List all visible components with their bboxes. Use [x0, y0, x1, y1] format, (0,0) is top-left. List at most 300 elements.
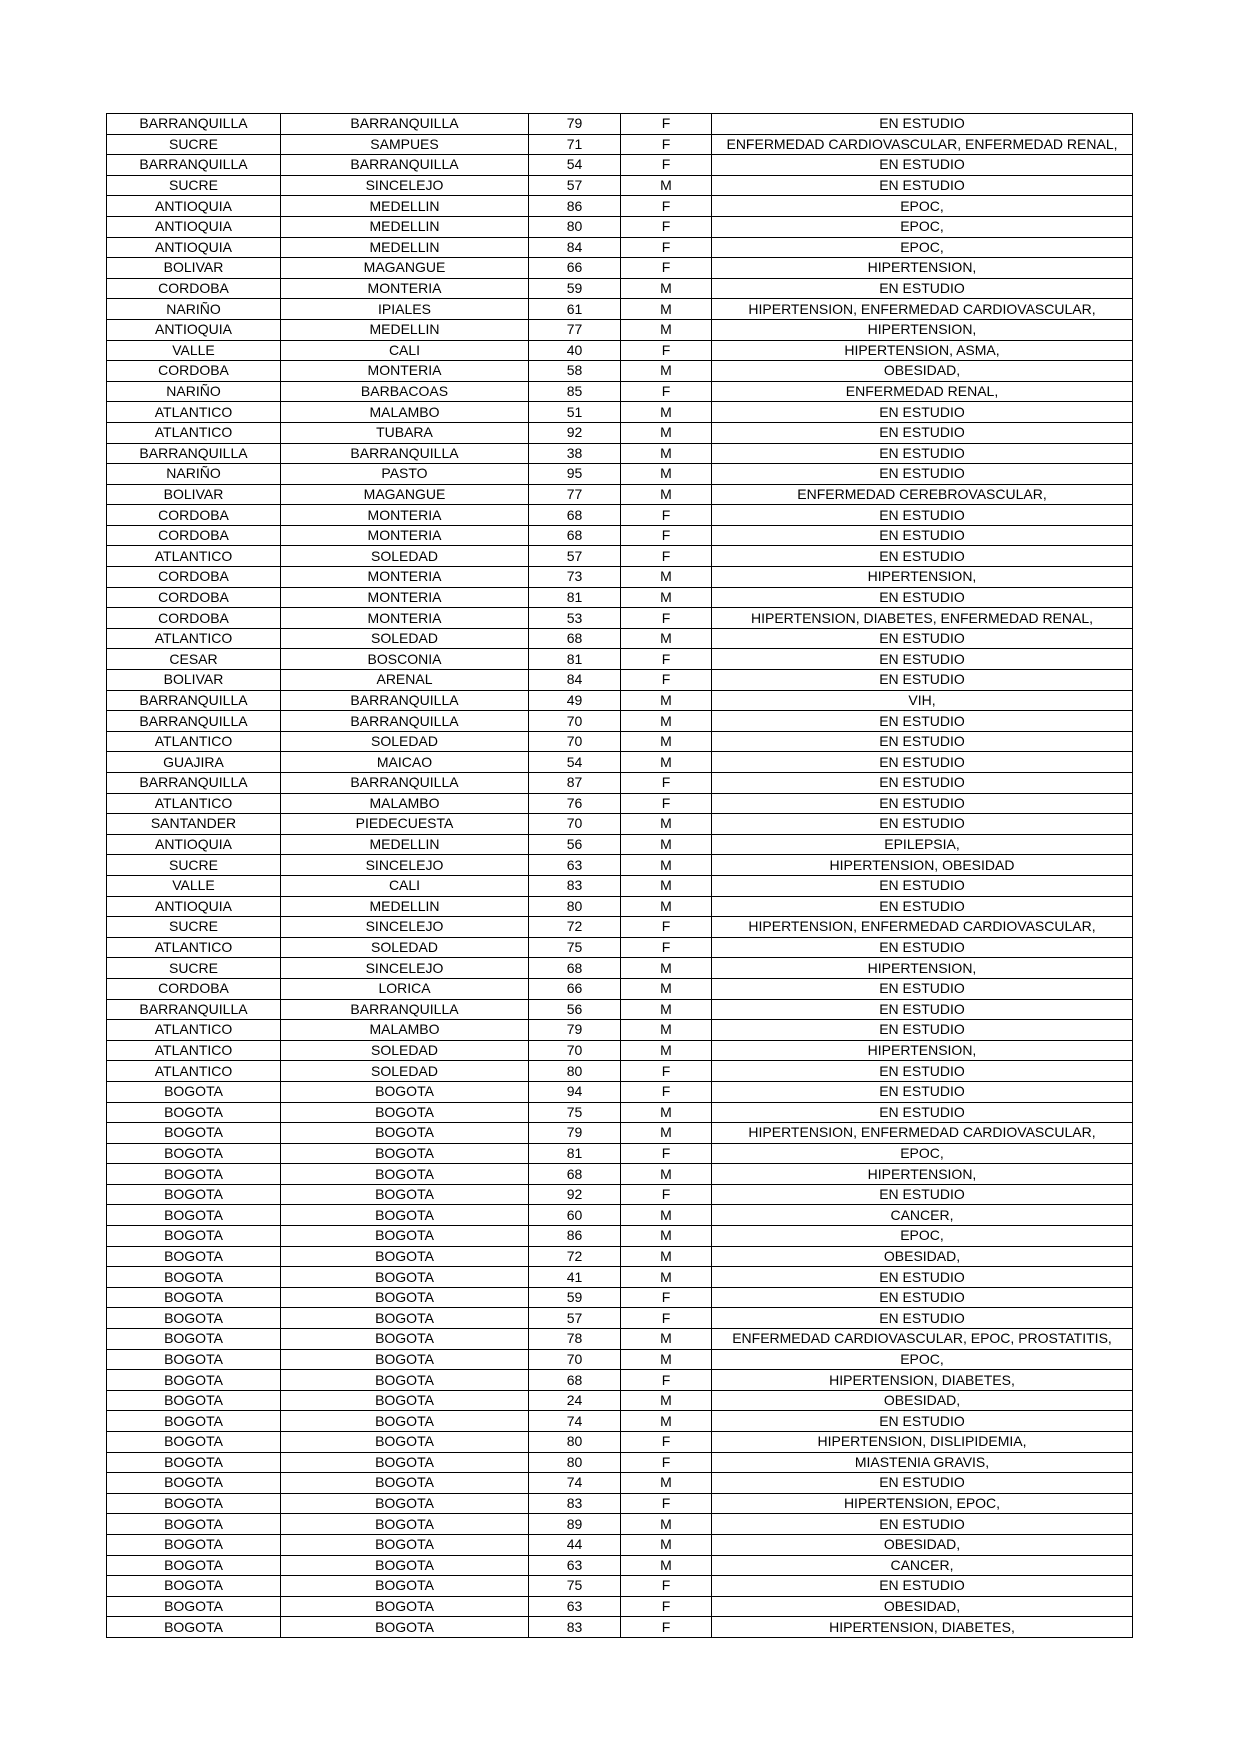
age-cell: 53 — [529, 608, 621, 629]
table-row — [107, 752, 1133, 773]
condition-cell: OBESIDAD, — [712, 1534, 1133, 1555]
municipality-cell: MONTERIA — [281, 525, 529, 546]
department-cell: BOGOTA — [107, 1370, 281, 1391]
sex-cell: F — [621, 381, 712, 402]
table-row — [107, 917, 1133, 938]
sex-cell: M — [621, 731, 712, 752]
municipality-cell: BARRANQUILLA — [281, 999, 529, 1020]
condition-cell: EN ESTUDIO — [712, 711, 1133, 732]
department-cell: ATLANTICO — [107, 937, 281, 958]
age-cell: 68 — [529, 958, 621, 979]
municipality-cell: MEDELLIN — [281, 237, 529, 258]
municipality-cell: ARENAL — [281, 670, 529, 691]
table-row — [107, 1617, 1133, 1638]
department-cell: SUCRE — [107, 917, 281, 938]
condition-cell: EN ESTUDIO — [712, 155, 1133, 176]
department-cell: BARRANQUILLA — [107, 443, 281, 464]
department-cell: BARRANQUILLA — [107, 773, 281, 794]
sex-cell: F — [621, 134, 712, 155]
sex-cell: M — [621, 628, 712, 649]
municipality-cell: MEDELLIN — [281, 834, 529, 855]
age-cell: 70 — [529, 1040, 621, 1061]
department-cell: ATLANTICO — [107, 731, 281, 752]
condition-cell: EN ESTUDIO — [712, 1081, 1133, 1102]
table-row — [107, 299, 1133, 320]
condition-cell: ENFERMEDAD RENAL, — [712, 381, 1133, 402]
table-row — [107, 1205, 1133, 1226]
sex-cell: F — [621, 1184, 712, 1205]
table-row — [107, 1411, 1133, 1432]
sex-cell: F — [621, 155, 712, 176]
department-cell: BOGOTA — [107, 1473, 281, 1494]
department-cell: BOGOTA — [107, 1226, 281, 1247]
age-cell: 57 — [529, 1308, 621, 1329]
condition-cell: EN ESTUDIO — [712, 1102, 1133, 1123]
condition-cell: OBESIDAD, — [712, 361, 1133, 382]
age-cell: 74 — [529, 1411, 621, 1432]
age-cell: 77 — [529, 319, 621, 340]
condition-cell: EN ESTUDIO — [712, 1308, 1133, 1329]
municipality-cell: BARRANQUILLA — [281, 443, 529, 464]
sex-cell: F — [621, 505, 712, 526]
municipality-cell: BARRANQUILLA — [281, 155, 529, 176]
department-cell: NARIÑO — [107, 464, 281, 485]
table-row — [107, 1576, 1133, 1597]
department-cell: ATLANTICO — [107, 546, 281, 567]
condition-cell: EN ESTUDIO — [712, 175, 1133, 196]
municipality-cell: BARRANQUILLA — [281, 773, 529, 794]
municipality-cell: BOGOTA — [281, 1349, 529, 1370]
department-cell: CESAR — [107, 649, 281, 670]
age-cell: 83 — [529, 875, 621, 896]
department-cell: BOGOTA — [107, 1349, 281, 1370]
municipality-cell: CALI — [281, 875, 529, 896]
table-row — [107, 134, 1133, 155]
age-cell: 70 — [529, 731, 621, 752]
department-cell: NARIÑO — [107, 299, 281, 320]
age-cell: 84 — [529, 670, 621, 691]
municipality-cell: BOGOTA — [281, 1452, 529, 1473]
department-cell: GUAJIRA — [107, 752, 281, 773]
age-cell: 75 — [529, 1102, 621, 1123]
age-cell: 86 — [529, 1226, 621, 1247]
department-cell: BOGOTA — [107, 1329, 281, 1350]
department-cell: BOGOTA — [107, 1102, 281, 1123]
condition-cell: HIPERTENSION, EPOC, — [712, 1493, 1133, 1514]
age-cell: 83 — [529, 1493, 621, 1514]
age-cell: 54 — [529, 155, 621, 176]
age-cell: 68 — [529, 505, 621, 526]
condition-cell: HIPERTENSION, DIABETES, — [712, 1617, 1133, 1638]
table-row — [107, 896, 1133, 917]
age-cell: 79 — [529, 1123, 621, 1144]
department-cell: CORDOBA — [107, 567, 281, 588]
age-cell: 59 — [529, 278, 621, 299]
municipality-cell: MAICAO — [281, 752, 529, 773]
table-row — [107, 381, 1133, 402]
department-cell: ANTIOQUIA — [107, 896, 281, 917]
condition-cell: EN ESTUDIO — [712, 546, 1133, 567]
table-row — [107, 731, 1133, 752]
table-row — [107, 525, 1133, 546]
table-row — [107, 1102, 1133, 1123]
municipality-cell: BOGOTA — [281, 1576, 529, 1597]
sex-cell: F — [621, 1308, 712, 1329]
age-cell: 73 — [529, 567, 621, 588]
table-row — [107, 608, 1133, 629]
department-cell: BOGOTA — [107, 1432, 281, 1453]
sex-cell: M — [621, 443, 712, 464]
age-cell: 70 — [529, 1349, 621, 1370]
department-cell: SUCRE — [107, 175, 281, 196]
condition-cell: VIH, — [712, 690, 1133, 711]
department-cell: BOGOTA — [107, 1534, 281, 1555]
condition-cell: EPOC, — [712, 1143, 1133, 1164]
cases-table — [106, 113, 1133, 1638]
department-cell: BARRANQUILLA — [107, 155, 281, 176]
condition-cell: EN ESTUDIO — [712, 505, 1133, 526]
municipality-cell: MONTERIA — [281, 608, 529, 629]
municipality-cell: BOGOTA — [281, 1596, 529, 1617]
condition-cell: CANCER, — [712, 1555, 1133, 1576]
sex-cell: M — [621, 752, 712, 773]
sex-cell: M — [621, 1020, 712, 1041]
condition-cell: HIPERTENSION, — [712, 567, 1133, 588]
table-body — [107, 114, 1133, 1638]
sex-cell: F — [621, 546, 712, 567]
municipality-cell: BOGOTA — [281, 1164, 529, 1185]
table-row — [107, 978, 1133, 999]
municipality-cell: BOGOTA — [281, 1534, 529, 1555]
condition-cell: OBESIDAD, — [712, 1390, 1133, 1411]
sex-cell: M — [621, 855, 712, 876]
table-row — [107, 628, 1133, 649]
sex-cell: M — [621, 484, 712, 505]
sex-cell: M — [621, 1102, 712, 1123]
sex-cell: F — [621, 1081, 712, 1102]
table-row — [107, 1143, 1133, 1164]
table-row — [107, 1432, 1133, 1453]
department-cell: ATLANTICO — [107, 1040, 281, 1061]
table-row — [107, 1390, 1133, 1411]
condition-cell: EN ESTUDIO — [712, 422, 1133, 443]
department-cell: BOGOTA — [107, 1576, 281, 1597]
sex-cell: M — [621, 1164, 712, 1185]
table-row — [107, 422, 1133, 443]
condition-cell: CANCER, — [712, 1205, 1133, 1226]
municipality-cell: MALAMBO — [281, 402, 529, 423]
municipality-cell: CALI — [281, 340, 529, 361]
condition-cell: EN ESTUDIO — [712, 443, 1133, 464]
sex-cell: M — [621, 814, 712, 835]
department-cell: ANTIOQUIA — [107, 834, 281, 855]
age-cell: 44 — [529, 1534, 621, 1555]
age-cell: 78 — [529, 1329, 621, 1350]
table-row — [107, 670, 1133, 691]
condition-cell: ENFERMEDAD CARDIOVASCULAR, EPOC, PROSTATITIS, — [712, 1329, 1133, 1350]
age-cell: 89 — [529, 1514, 621, 1535]
age-cell: 80 — [529, 896, 621, 917]
sex-cell: M — [621, 422, 712, 443]
condition-cell: HIPERTENSION, DIABETES, — [712, 1370, 1133, 1391]
municipality-cell: BARRANQUILLA — [281, 690, 529, 711]
condition-cell: HIPERTENSION, — [712, 1040, 1133, 1061]
table-row — [107, 1081, 1133, 1102]
municipality-cell: MAGANGUE — [281, 484, 529, 505]
table-row — [107, 258, 1133, 279]
table-row — [107, 958, 1133, 979]
sex-cell: M — [621, 464, 712, 485]
municipality-cell: BOGOTA — [281, 1102, 529, 1123]
department-cell: BOLIVAR — [107, 484, 281, 505]
municipality-cell: BOGOTA — [281, 1308, 529, 1329]
municipality-cell: BARRANQUILLA — [281, 711, 529, 732]
table-row — [107, 505, 1133, 526]
age-cell: 81 — [529, 587, 621, 608]
condition-cell: EN ESTUDIO — [712, 587, 1133, 608]
age-cell: 72 — [529, 917, 621, 938]
age-cell: 57 — [529, 546, 621, 567]
sex-cell: F — [621, 1287, 712, 1308]
table-row — [107, 1061, 1133, 1082]
sex-cell: M — [621, 1040, 712, 1061]
sex-cell: M — [621, 299, 712, 320]
condition-cell: OBESIDAD, — [712, 1246, 1133, 1267]
department-cell: BARRANQUILLA — [107, 690, 281, 711]
age-cell: 68 — [529, 1370, 621, 1391]
condition-cell: EN ESTUDIO — [712, 628, 1133, 649]
condition-cell: ENFERMEDAD CEREBROVASCULAR, — [712, 484, 1133, 505]
sex-cell: M — [621, 1390, 712, 1411]
age-cell: 79 — [529, 114, 621, 135]
age-cell: 81 — [529, 1143, 621, 1164]
age-cell: 95 — [529, 464, 621, 485]
table-row — [107, 1184, 1133, 1205]
department-cell: BOGOTA — [107, 1617, 281, 1638]
department-cell: SUCRE — [107, 958, 281, 979]
age-cell: 63 — [529, 1555, 621, 1576]
age-cell: 79 — [529, 1020, 621, 1041]
age-cell: 60 — [529, 1205, 621, 1226]
municipality-cell: MONTERIA — [281, 505, 529, 526]
sex-cell: F — [621, 216, 712, 237]
age-cell: 68 — [529, 628, 621, 649]
municipality-cell: MONTERIA — [281, 361, 529, 382]
sex-cell: F — [621, 525, 712, 546]
condition-cell: EPOC, — [712, 237, 1133, 258]
department-cell: VALLE — [107, 340, 281, 361]
condition-cell: EN ESTUDIO — [712, 752, 1133, 773]
municipality-cell: MEDELLIN — [281, 196, 529, 217]
condition-cell: HIPERTENSION, ENFERMEDAD CARDIOVASCULAR, — [712, 299, 1133, 320]
table-row — [107, 464, 1133, 485]
sex-cell: M — [621, 875, 712, 896]
municipality-cell: BOGOTA — [281, 1143, 529, 1164]
sex-cell: M — [621, 1473, 712, 1494]
age-cell: 40 — [529, 340, 621, 361]
department-cell: ANTIOQUIA — [107, 196, 281, 217]
age-cell: 57 — [529, 175, 621, 196]
sex-cell: F — [621, 1370, 712, 1391]
municipality-cell: TUBARA — [281, 422, 529, 443]
table-row — [107, 1287, 1133, 1308]
table-row — [107, 196, 1133, 217]
age-cell: 24 — [529, 1390, 621, 1411]
municipality-cell: MONTERIA — [281, 278, 529, 299]
municipality-cell: SOLEDAD — [281, 628, 529, 649]
table-row — [107, 340, 1133, 361]
age-cell: 83 — [529, 1617, 621, 1638]
age-cell: 61 — [529, 299, 621, 320]
age-cell: 71 — [529, 134, 621, 155]
table-row — [107, 690, 1133, 711]
department-cell: ANTIOQUIA — [107, 216, 281, 237]
table-row — [107, 855, 1133, 876]
age-cell: 70 — [529, 711, 621, 732]
department-cell: ANTIOQUIA — [107, 237, 281, 258]
municipality-cell: BOGOTA — [281, 1226, 529, 1247]
sex-cell: F — [621, 1452, 712, 1473]
municipality-cell: BOGOTA — [281, 1205, 529, 1226]
department-cell: ATLANTICO — [107, 793, 281, 814]
department-cell: SUCRE — [107, 855, 281, 876]
sex-cell: M — [621, 896, 712, 917]
municipality-cell: MEDELLIN — [281, 319, 529, 340]
condition-cell: HIPERTENSION, DIABETES, ENFERMEDAD RENAL, — [712, 608, 1133, 629]
sex-cell: F — [621, 937, 712, 958]
municipality-cell: MONTERIA — [281, 587, 529, 608]
sex-cell: F — [621, 649, 712, 670]
age-cell: 66 — [529, 978, 621, 999]
sex-cell: M — [621, 1349, 712, 1370]
sex-cell: M — [621, 1411, 712, 1432]
municipality-cell: SOLEDAD — [281, 546, 529, 567]
age-cell: 66 — [529, 258, 621, 279]
age-cell: 85 — [529, 381, 621, 402]
table-row — [107, 546, 1133, 567]
municipality-cell: BARBACOAS — [281, 381, 529, 402]
municipality-cell: IPIALES — [281, 299, 529, 320]
municipality-cell: BOGOTA — [281, 1246, 529, 1267]
table-row — [107, 237, 1133, 258]
sex-cell: M — [621, 999, 712, 1020]
condition-cell: OBESIDAD, — [712, 1596, 1133, 1617]
department-cell: BARRANQUILLA — [107, 114, 281, 135]
department-cell: BOGOTA — [107, 1452, 281, 1473]
municipality-cell: SOLEDAD — [281, 1040, 529, 1061]
sex-cell: M — [621, 1123, 712, 1144]
sex-cell: M — [621, 1267, 712, 1288]
condition-cell: EN ESTUDIO — [712, 670, 1133, 691]
sex-cell: M — [621, 361, 712, 382]
table-row — [107, 1452, 1133, 1473]
age-cell: 80 — [529, 1061, 621, 1082]
department-cell: BOGOTA — [107, 1308, 281, 1329]
table-row — [107, 649, 1133, 670]
table-row — [107, 793, 1133, 814]
condition-cell: EPOC, — [712, 196, 1133, 217]
department-cell: BARRANQUILLA — [107, 999, 281, 1020]
age-cell: 56 — [529, 834, 621, 855]
table-row — [107, 216, 1133, 237]
municipality-cell: BOGOTA — [281, 1081, 529, 1102]
municipality-cell: SOLEDAD — [281, 731, 529, 752]
municipality-cell: MALAMBO — [281, 793, 529, 814]
age-cell: 92 — [529, 1184, 621, 1205]
municipality-cell: PASTO — [281, 464, 529, 485]
condition-cell: HIPERTENSION, ENFERMEDAD CARDIOVASCULAR, — [712, 1123, 1133, 1144]
age-cell: 84 — [529, 237, 621, 258]
department-cell: BOGOTA — [107, 1123, 281, 1144]
department-cell: ATLANTICO — [107, 402, 281, 423]
sex-cell: M — [621, 1514, 712, 1535]
municipality-cell: SINCELEJO — [281, 917, 529, 938]
table-row — [107, 1555, 1133, 1576]
age-cell: 87 — [529, 773, 621, 794]
department-cell: CORDOBA — [107, 525, 281, 546]
age-cell: 54 — [529, 752, 621, 773]
department-cell: SANTANDER — [107, 814, 281, 835]
condition-cell: EPOC, — [712, 1349, 1133, 1370]
age-cell: 75 — [529, 937, 621, 958]
table-row — [107, 1534, 1133, 1555]
condition-cell: EN ESTUDIO — [712, 937, 1133, 958]
municipality-cell: BOGOTA — [281, 1287, 529, 1308]
condition-cell: EN ESTUDIO — [712, 896, 1133, 917]
table-row — [107, 999, 1133, 1020]
sex-cell: F — [621, 258, 712, 279]
municipality-cell: MEDELLIN — [281, 896, 529, 917]
sex-cell: M — [621, 278, 712, 299]
condition-cell: HIPERTENSION, ENFERMEDAD CARDIOVASCULAR, — [712, 917, 1133, 938]
table-row — [107, 1349, 1133, 1370]
municipality-cell: BOSCONIA — [281, 649, 529, 670]
department-cell: BOGOTA — [107, 1267, 281, 1288]
department-cell: NARIÑO — [107, 381, 281, 402]
municipality-cell: SINCELEJO — [281, 175, 529, 196]
condition-cell: HIPERTENSION, — [712, 319, 1133, 340]
table-row — [107, 1308, 1133, 1329]
age-cell: 92 — [529, 422, 621, 443]
condition-cell: EN ESTUDIO — [712, 464, 1133, 485]
sex-cell: M — [621, 690, 712, 711]
table-row — [107, 1514, 1133, 1535]
table-row — [107, 834, 1133, 855]
department-cell: BOGOTA — [107, 1164, 281, 1185]
condition-cell: HIPERTENSION, DISLIPIDEMIA, — [712, 1432, 1133, 1453]
municipality-cell: BOGOTA — [281, 1432, 529, 1453]
department-cell: BOGOTA — [107, 1081, 281, 1102]
department-cell: CORDOBA — [107, 505, 281, 526]
municipality-cell: MONTERIA — [281, 567, 529, 588]
department-cell: SUCRE — [107, 134, 281, 155]
age-cell: 38 — [529, 443, 621, 464]
sex-cell: F — [621, 340, 712, 361]
department-cell: BOGOTA — [107, 1205, 281, 1226]
sex-cell: M — [621, 834, 712, 855]
condition-cell: HIPERTENSION, — [712, 958, 1133, 979]
sex-cell: M — [621, 1555, 712, 1576]
age-cell: 81 — [529, 649, 621, 670]
table-row — [107, 587, 1133, 608]
table-row — [107, 875, 1133, 896]
table-row — [107, 1040, 1133, 1061]
municipality-cell: PIEDECUESTA — [281, 814, 529, 835]
sex-cell: F — [621, 237, 712, 258]
department-cell: BOGOTA — [107, 1514, 281, 1535]
municipality-cell: BOGOTA — [281, 1617, 529, 1638]
municipality-cell: SINCELEJO — [281, 855, 529, 876]
